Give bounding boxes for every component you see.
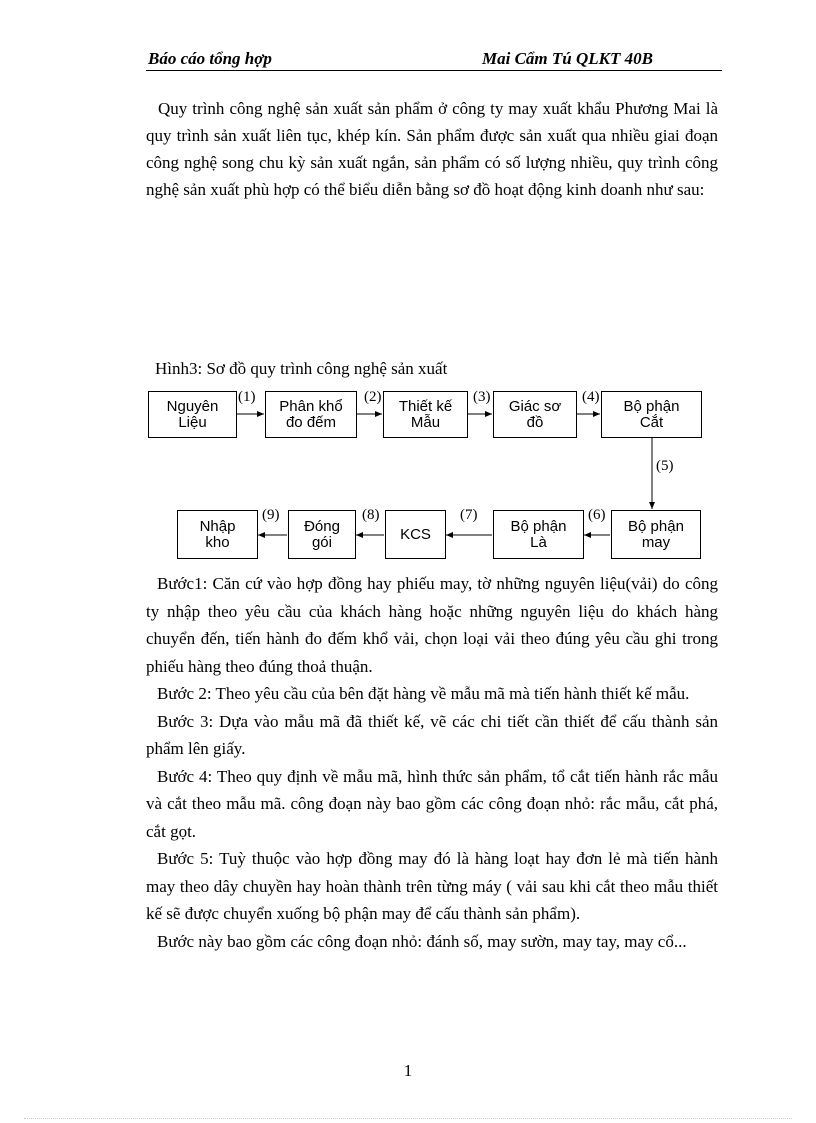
step-label-4: (4) [582,389,600,405]
step-label-3: (3) [473,389,491,405]
box-raw-materials: Nguyên Liệu [148,391,237,438]
step-paragraph-5: Bước 5: Tuỳ thuộc vào hợp đồng may đó là hàng loạt hay đơn lẻ mà tiến hành may theo dây chuyền hay hoàn thành trên từng máy ( vải sau khi cắt theo mẫu thiết kế sẽ được chuyển xuống bộ phận may để cấu thành sản phẩm). [146,849,718,923]
box-sewing-dept: Bộ phận may [611,510,701,559]
box-design-pattern: Thiết kế Mẫu [383,391,468,438]
box-quality-control: KCS [385,510,446,559]
page-number: 1 [403,1061,413,1080]
step-paragraph-4: Bước 4: Theo quy định về mẫu mã, hình thức sản phẩm, tổ cắt tiến hành rắc mẫu và cắt theo mẫu mã. công đoạn này bao gồm các công đoạn nhỏ: rắc mẫu, cắt phá, cắt gọt. [146,766,718,841]
box-warehouse: Nhập kho [177,510,258,559]
step-paragraph-2: Bước 2: Theo yêu cầu của bên đặt hàng về mẫu mã mà tiến hành thiết kế mẫu. [157,684,690,703]
step-label-5: (5) [656,458,674,474]
step-label-1: (1) [238,389,256,405]
box-marker-layout: Giác sơ đồ [493,391,577,438]
header-report-title: Báo cáo tổng hợp [148,49,272,68]
bottom-dotted-divider [24,1118,792,1119]
process-steps [146,570,718,955]
page-header [146,48,722,71]
box-cutting-dept: Bộ phận Cắt [601,391,702,438]
header-author: Mai Cẩm Tú QLKT 40B [482,49,653,68]
step-label-9: (9) [262,507,280,523]
step-paragraph-1: Bước1: Căn cứ vào hợp đồng hay phiếu may, tờ những nguyên liệu(vải) do công ty nhập theo yêu cầu của khách hàng hoặc những nguyên liệu do khách hàng chuyển đến, tiến hành đo đếm khổ vải, chọn loại vải theo đúng yêu cầu ghi trong phiếu hàng theo đúng thoả thuận. [146,574,718,676]
intro-paragraph: Quy trình công nghệ sản xuất sản phẩm ở công ty may xuất khẩu Phương Mai là quy trình sản xuất liên tục, khép kín. Sản phẩm được sản xuất qua nhiều giai đoạn công nghệ song chu kỳ sản xuất ngắn, sản phẩm có số lượng nhiều, quy trình công nghệ sản xuất phù hợp có thể biểu diễn bằng sơ đồ hoạt động kinh doanh như sau: [146,99,718,199]
step-label-2: (2) [364,389,382,405]
step-label-8: (8) [362,507,380,523]
box-sort-measure: Phân khổ đo đếm [265,391,357,438]
step-paragraph-3: Bước 3: Dựa vào mẫu mã đã thiết kế, vẽ các chi tiết cần thiết để cấu thành sản phẩm lên giấy. [146,711,718,758]
box-packaging: Đóng gói [288,510,356,559]
step-label-6: (6) [588,507,606,523]
step-label-7: (7) [460,507,478,523]
figure-caption: Hình3: Sơ đồ quy trình công nghệ sản xuất [155,359,448,378]
box-ironing-dept: Bộ phận Là [493,510,584,559]
step-paragraph-5-detail: Bước này bao gồm các công đoạn nhỏ: đánh số, may sườn, may tay, may cổ... [157,931,687,951]
